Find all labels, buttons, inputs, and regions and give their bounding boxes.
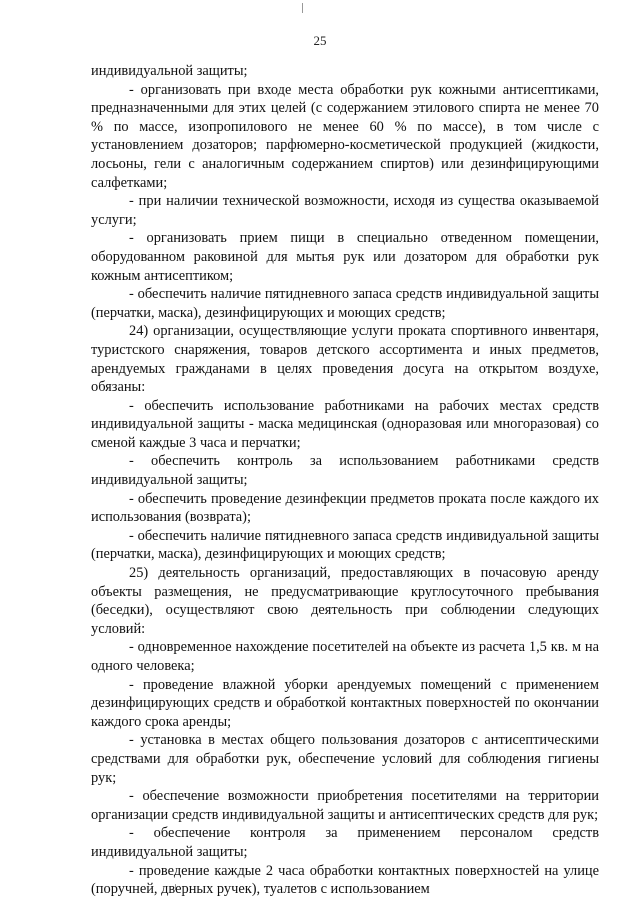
- paragraph: - обеспечить использование работниками на рабочих местах средств индивидуальной защиты - маска медицинская (одноразовая или многоразовая) со сменой каждые 3 часа и перчатки;: [91, 397, 599, 451]
- paragraph: индивидуальной защиты;: [91, 63, 248, 79]
- paragraph: - организовать при входе места обработки рук кожными антисептиками, предназначенными для этих целей (с содержанием этилового спирта не менее 70 % по массе, изопропилового не менее 60 % по массе), в том числе с установлением дозаторов; парфюмерно-косметической продукцией (жидкости, лосьоны, гели с аналогичным содержанием спиртов) или дезинфицирующими салфетками;: [91, 81, 599, 191]
- paragraph: - обеспечение возможности приобретения посетителями на территории организации средств индивидуальной защиты и антисептических средств для рук;: [91, 788, 599, 823]
- paragraph: - проведение каждые 2 часа обработки контактных поверхностей на улице (поручней, дверных ручек), туалетов с использованием: [91, 862, 599, 898]
- scan-mark-top: [302, 3, 303, 13]
- document-body: [91, 62, 599, 899]
- paragraph: - обеспечить наличие пятидневного запаса средств индивидуальной защиты (перчатки, маска), дезинфицирующих и моющих средств;: [91, 527, 599, 563]
- paragraph: - обеспечение контроля за применением персоналом средств индивидуальной защиты;: [91, 825, 599, 860]
- paragraph: - проведение влажной уборки арендуемых помещений с применением дезинфицирующих средств и обработкой контактных поверхностей по окончании каждого срока аренды;: [91, 676, 599, 730]
- paragraph: - установка в местах общего пользования дозаторов с антисептическими средствами для обработки рук, обеспечение условий для соблюдения гигиены рук;: [91, 732, 599, 786]
- paragraph: - организовать прием пищи в специально отведенном помещении, оборудованном раковиной для мытья рук или дозатором для обработки рук кожным антисептиком;: [91, 230, 599, 284]
- paragraph: - обеспечить наличие пятидневного запаса средств индивидуальной защиты (перчатки, маска), дезинфицирующих и моющих средств;: [91, 286, 599, 321]
- paragraph: 25) деятельность организаций, предоставляющих в почасовую аренду объекты размещения, не предусматривающие круглосуточного пребывания (беседки), осуществляют свою деятельность при соблюдении следующих условий:: [91, 565, 599, 637]
- paragraph: - обеспечить контроль за использованием работниками средств индивидуальной защиты;: [91, 453, 599, 489]
- paragraph: 24) организации, осуществляющие услуги проката спортивного инвентаря, туристского снаряжения, товаров детского ассортимента и иных предметов, арендуемых гражданами в целях проведения досуга на открытом воздухе, обязаны:: [91, 323, 599, 396]
- page-number: 25: [313, 33, 327, 48]
- paragraph: - обеспечить проведение дезинфекции предметов проката после каждого их использования (возврата);: [91, 490, 599, 526]
- paragraph: - одновременное нахождение посетителей на объекте из расчета 1,5 кв. м на одного человека;: [91, 639, 599, 674]
- paragraph: - при наличии технической возможности, исходя из существа оказываемой услуги;: [91, 193, 599, 228]
